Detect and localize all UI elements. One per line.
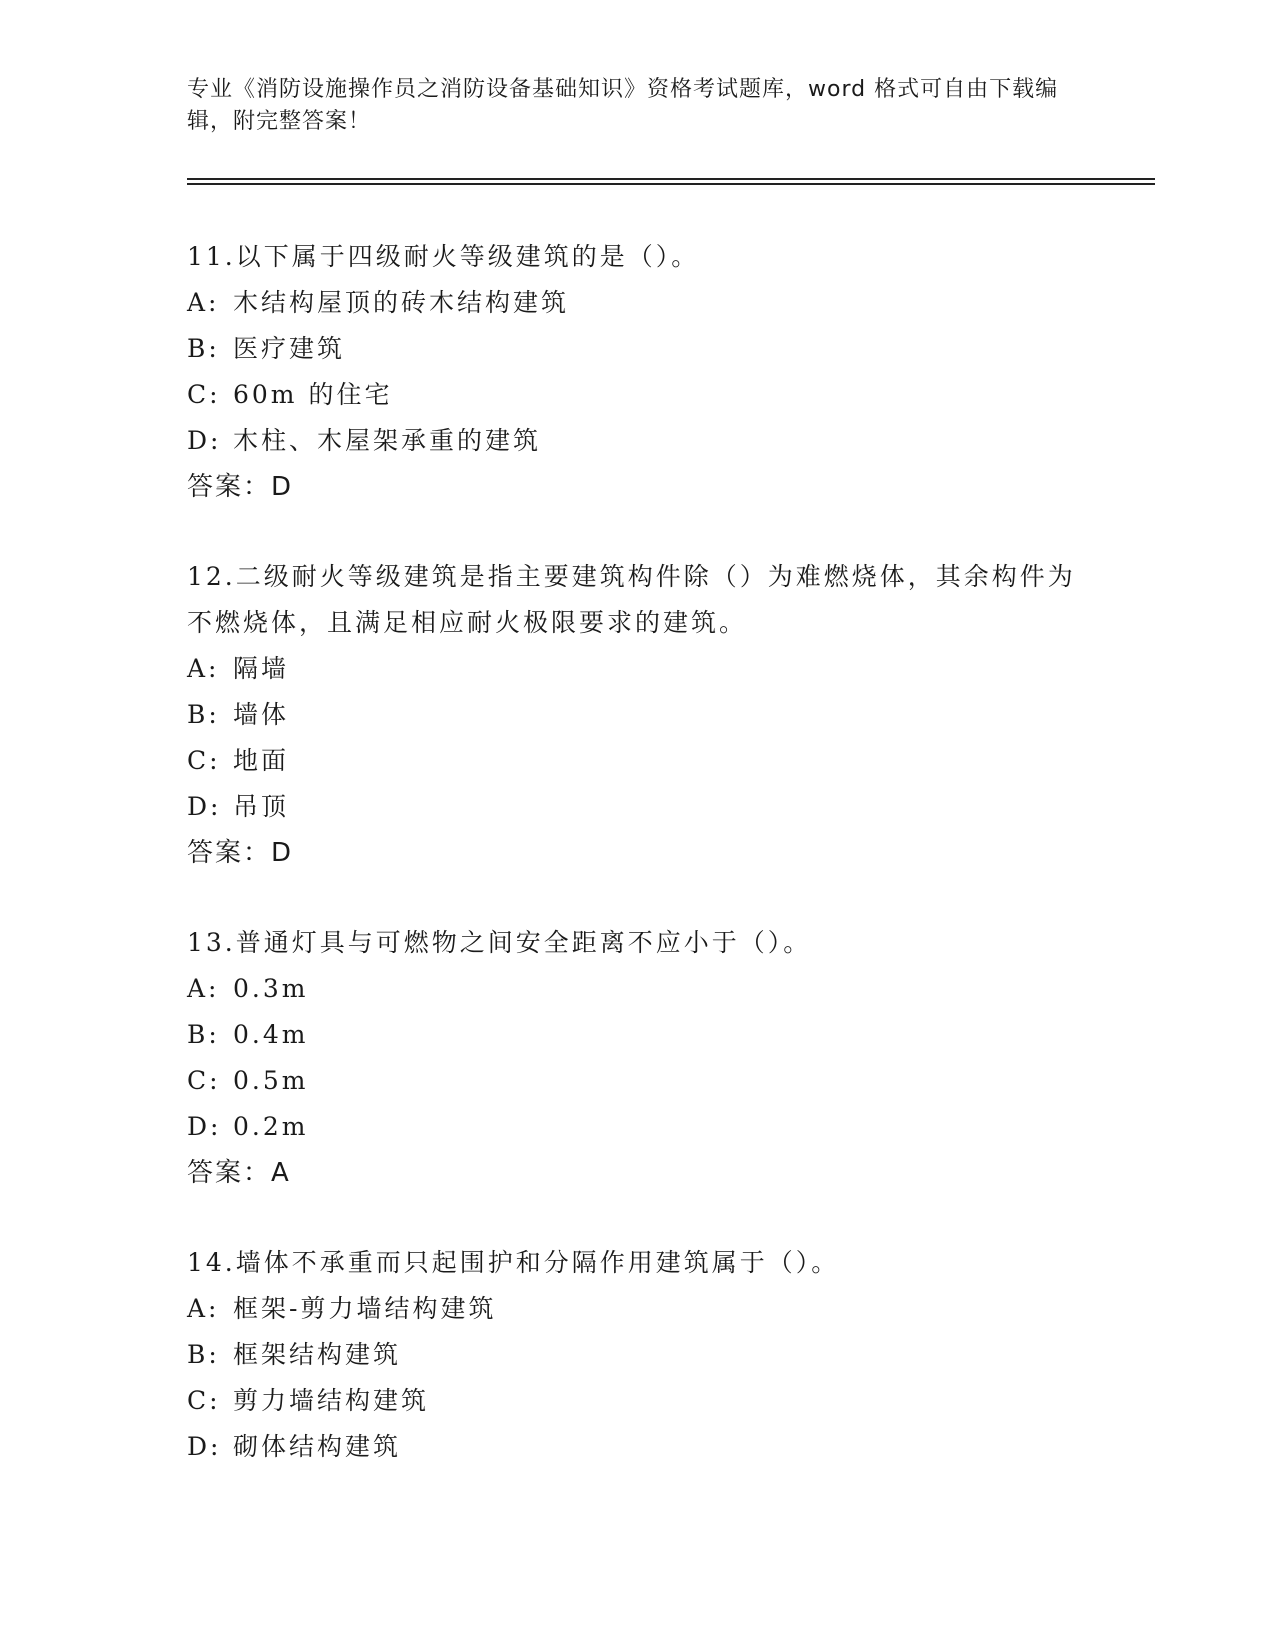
- question-stem: 13.普通灯具与可燃物之间安全距离不应小于（）。: [187, 928, 812, 957]
- option-text: 0.4m: [233, 1020, 309, 1049]
- option-text: 0.3m: [233, 974, 309, 1003]
- option-key: D:: [187, 426, 222, 455]
- option-a: [187, 1286, 1087, 1332]
- option-text: 墙体: [233, 700, 290, 729]
- option-text: 框架-剪力墙结构建筑: [233, 1294, 497, 1323]
- option-text: 木柱、木屋架承重的建筑: [233, 426, 542, 455]
- option-text: 隔墙: [233, 654, 290, 683]
- option-d: [187, 784, 1087, 830]
- option-key: A:: [187, 654, 220, 683]
- question-11: [187, 234, 1087, 510]
- option-text: 砌体结构建筑: [233, 1432, 402, 1461]
- option-text: 0.2m: [233, 1112, 309, 1141]
- option-text: 0.5m: [233, 1066, 309, 1095]
- option-text: 吊顶: [233, 792, 290, 821]
- option-b: [187, 692, 1087, 738]
- option-b: [187, 326, 1087, 372]
- option-text: 框架结构建筑: [233, 1340, 402, 1369]
- option-c: [187, 1378, 1087, 1424]
- option-key: C:: [187, 746, 221, 775]
- question-stem: 12.二级耐火等级建筑是指主要建筑构件除（）为难燃烧体，其余构件为不燃烧体，且满足相应耐火极限要求的建筑。: [187, 562, 1076, 637]
- option-b: [187, 1332, 1087, 1378]
- option-text: 剪力墙结构建筑: [233, 1386, 430, 1415]
- option-c: [187, 738, 1087, 784]
- option-b: [187, 1012, 1087, 1058]
- header-divider-top: [187, 178, 1155, 180]
- option-c: [187, 372, 1087, 418]
- header-divider-bottom: [187, 183, 1155, 185]
- answer-line: 答案：D: [187, 838, 294, 868]
- option-key: B:: [187, 1020, 220, 1049]
- option-c: [187, 1058, 1087, 1104]
- option-d: [187, 1104, 1087, 1150]
- option-key: B:: [187, 700, 220, 729]
- option-key: C:: [187, 1066, 221, 1095]
- option-text: 木结构屋顶的砖木结构建筑: [233, 288, 570, 317]
- option-key: D:: [187, 1112, 222, 1141]
- option-text: 地面: [233, 746, 290, 775]
- option-key: D:: [187, 792, 222, 821]
- option-key: B:: [187, 334, 220, 363]
- option-key: C:: [187, 1386, 221, 1415]
- question-13: [187, 920, 1087, 1196]
- option-a: [187, 966, 1087, 1012]
- option-key: B:: [187, 1340, 220, 1369]
- option-d: [187, 418, 1087, 464]
- option-key: A:: [187, 1294, 220, 1323]
- option-key: A:: [187, 974, 220, 1003]
- option-a: [187, 646, 1087, 692]
- option-key: C:: [187, 380, 221, 409]
- option-text: 医疗建筑: [233, 334, 346, 363]
- question-stem: 14.墙体不承重而只起围护和分隔作用建筑属于（）。: [187, 1248, 840, 1277]
- question-14: [187, 1240, 1087, 1470]
- option-text: 60m 的住宅: [233, 380, 393, 409]
- option-a: [187, 280, 1087, 326]
- answer-line: 答案：D: [187, 472, 294, 502]
- question-stem: 11.以下属于四级耐火等级建筑的是（）。: [187, 242, 700, 271]
- option-key: A:: [187, 288, 220, 317]
- document-intro: 专业《消防设施操作员之消防设备基础知识》资格考试题库，word 格式可自由下载编辑，附完整答案！: [187, 77, 1059, 134]
- option-d: [187, 1424, 1087, 1470]
- option-key: D:: [187, 1432, 222, 1461]
- question-12: [187, 554, 1087, 876]
- answer-line: 答案：A: [187, 1158, 291, 1188]
